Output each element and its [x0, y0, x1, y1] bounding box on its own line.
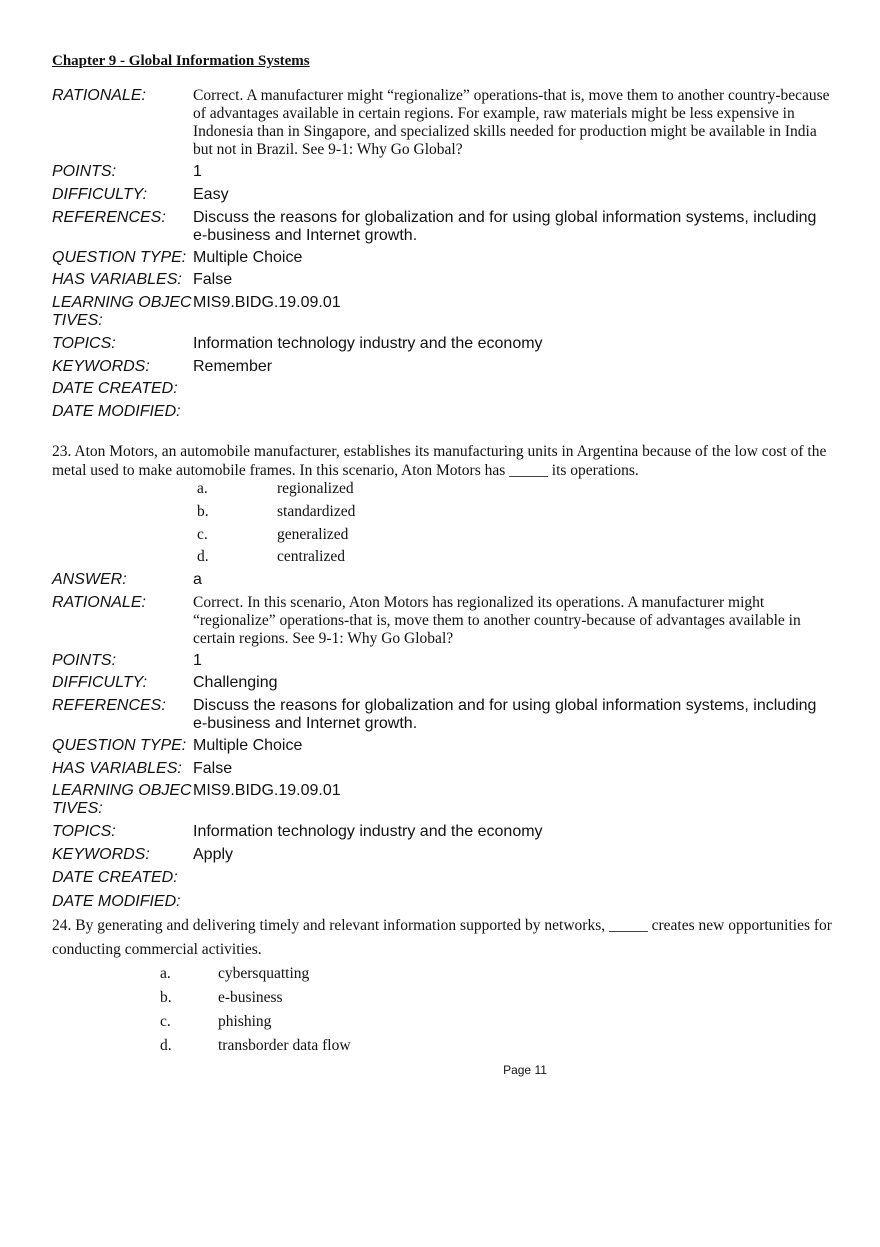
option-letter: c. — [197, 526, 208, 543]
points-label: POINTS: — [52, 163, 117, 180]
question-type-value: Multiple Choice — [193, 249, 303, 266]
page-number: Page 11 — [503, 1063, 547, 1077]
keywords-label: KEYWORDS: — [52, 358, 150, 375]
option-text: phishing — [218, 1013, 272, 1030]
option-text: regionalized — [277, 480, 354, 497]
option-text: e-business — [218, 989, 283, 1006]
has-variables-value: False — [193, 271, 233, 288]
references-value: Discuss the reasons for globalization and for using global information systems, including e-business and Internet growth. — [193, 697, 817, 732]
option-text: standardized — [277, 503, 356, 520]
topics-label: TOPICS: — [52, 335, 116, 352]
date-created-label: DATE CREATED: — [52, 869, 178, 886]
difficulty-value: Challenging — [193, 674, 278, 691]
topics-label: TOPICS: — [52, 823, 116, 840]
option-text: cybersquatting — [218, 965, 310, 982]
topics-value: Information technology industry and the economy — [193, 823, 543, 840]
learning-objectives-value: MIS9.BIDG.19.09.01 — [193, 782, 341, 799]
option-letter: a. — [197, 480, 208, 497]
option-letter: b. — [197, 503, 209, 520]
date-modified-label: DATE MODIFIED: — [52, 893, 181, 910]
keywords-value: Apply — [193, 846, 234, 863]
points-value: 1 — [193, 163, 202, 180]
question-24-text: 24. By generating and delivering timely and relevant information supported by networks, _____ creates new opportunities for conducting commercial activities. — [52, 917, 832, 958]
has-variables-label: HAS VARIABLES: — [52, 271, 182, 288]
option-text: transborder data flow — [218, 1037, 351, 1054]
chapter-title: Chapter 9 - Global Information Systems — [52, 53, 310, 69]
question-type-label: QUESTION TYPE: — [52, 249, 187, 266]
rationale-text: Correct. In this scenario, Aton Motors has regionalized its operations. A manufacturer might “regionalize” operations-that is, move them to another country-because of advantages available in certain regions. See 9-1: Why Go Global? — [193, 594, 801, 647]
option-letter: c. — [160, 1013, 171, 1030]
answer-label: ANSWER: — [52, 571, 127, 588]
references-label: REFERENCES: — [52, 209, 166, 226]
learning-objectives-label: LEARNING OBJEC TIVES: — [52, 782, 192, 817]
option-letter: a. — [160, 965, 171, 982]
option-text: generalized — [277, 526, 349, 543]
rationale-text: Correct. A manufacturer might “regionalize” operations-that is, move them to another country-because of advantages available in certain regions. For example, raw materials might be less expensive in Indonesia than in Singapore, and specialized skills needed for production might be available in India but not in Brazil. See 9-1: Why Go Global? — [193, 87, 830, 158]
difficulty-value: Easy — [193, 186, 229, 203]
topics-value: Information technology industry and the economy — [193, 335, 543, 352]
keywords-value: Remember — [193, 358, 273, 375]
question-type-label: QUESTION TYPE: — [52, 737, 187, 754]
references-label: REFERENCES: — [52, 697, 166, 714]
option-letter: b. — [160, 989, 172, 1006]
option-letter: d. — [197, 548, 209, 565]
question-23-text: 23. Aton Motors, an automobile manufacturer, establishes its manufacturing units in Argentina because of the low cost of the metal used to make automobile frames. In this scenario, Aton Motors has _____ its operations. — [52, 443, 827, 479]
difficulty-label: DIFFICULTY: — [52, 186, 148, 203]
option-letter: d. — [160, 1037, 172, 1054]
answer-value: a — [193, 571, 202, 588]
points-value: 1 — [193, 652, 202, 669]
points-label: POINTS: — [52, 652, 117, 669]
rationale-label: RATIONALE: — [52, 594, 146, 611]
date-modified-label: DATE MODIFIED: — [52, 403, 181, 420]
date-created-label: DATE CREATED: — [52, 380, 178, 397]
learning-objectives-value: MIS9.BIDG.19.09.01 — [193, 294, 341, 311]
rationale-label: RATIONALE: — [52, 87, 146, 104]
keywords-label: KEYWORDS: — [52, 846, 150, 863]
references-value: Discuss the reasons for globalization and for using global information systems, including e-business and Internet growth. — [193, 209, 817, 244]
question-type-value: Multiple Choice — [193, 737, 303, 754]
difficulty-label: DIFFICULTY: — [52, 674, 148, 691]
has-variables-value: False — [193, 760, 233, 777]
learning-objectives-label: LEARNING OBJEC TIVES: — [52, 294, 192, 329]
has-variables-label: HAS VARIABLES: — [52, 760, 182, 777]
option-text: centralized — [277, 548, 345, 565]
